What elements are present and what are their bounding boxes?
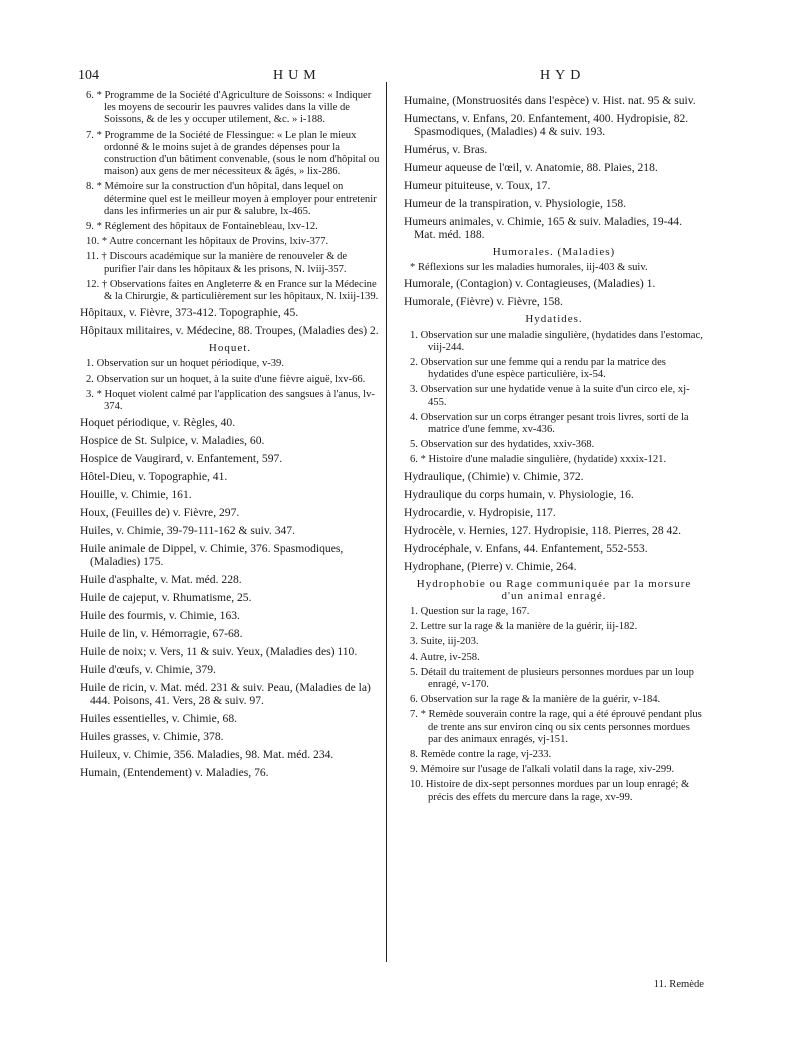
index-entry: Hôpitaux militaires, v. Médecine, 88. Troupes, (Maladies des) 2. bbox=[80, 324, 379, 338]
index-entry: 12. † Observations faites en Angleterre & en France sur la Médecine & la Chirurgie, & particulièrement sur les hôpitaux, N. lxiij-139. bbox=[86, 278, 379, 303]
index-entry: Humérus, v. Bras. bbox=[404, 143, 488, 156]
index-entry: Hospice de St. Sulpice, v. Maladies, 60. bbox=[80, 434, 265, 448]
left-running-head: HUM bbox=[273, 68, 321, 83]
index-entry: Huile d'asphalte, v. Mat. méd. 228. bbox=[80, 573, 242, 587]
index-entry: Hydrophobie ou Rage communiquée par la morsure d'un animal enragé. bbox=[416, 577, 692, 602]
index-entry: 3. Observation sur une hydatide venue à la suite d'un circo ele, xj-455. bbox=[410, 384, 690, 408]
index-entry: Hôtel-Dieu, v. Topographie, 41. bbox=[80, 470, 228, 484]
index-entry: Huile animale de Dippel, v. Chimie, 376. Spasmodiques, (Maladies) 175. bbox=[80, 542, 344, 569]
index-entry: Huiles essentielles, v. Chimie, 68. bbox=[80, 712, 238, 726]
index-entry: 7. * Programme de la Société de Flessingue: « Le plan le mieux ordonné & le moins sujet à de grandes dépenses pour la construction d'un bâtiment convenable, (sous le nom d'hôpital ou maison) aux gens de mer nécessiteux & âgés, » lix-286. bbox=[86, 129, 380, 178]
index-entry: 10. Histoire de dix-sept personnes mordues par un loup enragé; & précis des effets du mercure dans la rage, xv-99. bbox=[410, 779, 690, 803]
index-entry: 6. * Histoire d'une maladie singulière, (hydatide) xxxix-121. bbox=[410, 454, 667, 466]
index-entry: 8. * Mémoire sur la construction d'un hôpital, dans lequel on détermine quel est le meilleur moyen à employer pour entretenir dans les infirmeries un air pur & salubre, lx-465. bbox=[86, 181, 377, 217]
column-divider bbox=[386, 82, 387, 962]
index-entry: Houx, (Feuilles de) v. Fièvre, 297. bbox=[80, 506, 240, 520]
page-number: 104 bbox=[78, 68, 99, 83]
index-entry: Huile de ricin, v. Mat. méd. 231 & suiv. Peau, (Maladies de la) 444. Poisons, 41. Vers, 28 & suiv. 97. bbox=[80, 681, 371, 708]
index-entry: 4. Observation sur un corps étranger pesant trois livres, sorti de la matrice d'une femme, xv-436. bbox=[410, 411, 689, 436]
index-entry: Hydrocardie, v. Hydropisie, 117. bbox=[404, 505, 556, 519]
index-entry: Hydraulique, (Chimie) v. Chimie, 372. bbox=[404, 469, 584, 483]
index-entry: 3. Suite, iij-203. bbox=[410, 636, 479, 648]
index-entry: 6. Observation sur la rage & la manière de la guérir, v-184. bbox=[410, 694, 661, 706]
index-entry: Humorale, (Contagion) v. Contagieuses, (Maladies) 1. bbox=[404, 277, 656, 291]
right-running-head: HYD bbox=[540, 68, 586, 83]
index-entry: 5. Observation sur des hydatides, xxiv-368. bbox=[410, 439, 595, 451]
index-entry: 5. Détail du traitement de plusieurs personnes mordues par un loup enragé, v-170. bbox=[410, 666, 694, 691]
index-entry: 2. Observation sur une femme qui a rendu par la matrice des hydatides d'une espèce particulière, ix-54. bbox=[410, 357, 666, 381]
right-column bbox=[404, 94, 704, 807]
index-entry: 1. Observation sur une maladie singulière, (hydatides dans l'estomac, viij-244. bbox=[410, 329, 703, 353]
index-entry: Huile de noix; v. Vers, 11 & suiv. Yeux, (Maladies des) 110. bbox=[80, 645, 358, 659]
index-entry: Houille, v. Chimie, 161. bbox=[80, 488, 192, 502]
index-entry: Huile des fourmis, v. Chimie, 163. bbox=[80, 609, 240, 623]
index-entry: 8. Remède contre la rage, vj-233. bbox=[410, 749, 552, 761]
index-entry: * Réflexions sur les maladies humorales, iij-403 & suiv. bbox=[410, 262, 648, 274]
index-entry: Humorales. (Maladies) bbox=[492, 246, 616, 258]
index-entry: Humeur de la transpiration, v. Physiologie, 158. bbox=[404, 197, 627, 210]
index-entry: Humeur pituiteuse, v. Toux, 17. bbox=[404, 179, 551, 192]
index-entry: Huileux, v. Chimie, 356. Maladies, 98. Mat. méd. 234. bbox=[80, 748, 334, 762]
index-entry: Humectans, v. Enfans, 20. Enfantement, 400. Hydropisie, 82. Spasmodiques, (Maladies) 4 & suiv. 193. bbox=[404, 112, 689, 138]
index-entry: 1. Observation sur un hoquet périodique, v-39. bbox=[86, 358, 285, 370]
index-entry: Humeurs animales, v. Chimie, 165 & suiv. Maladies, 19-44. Mat. méd. 188. bbox=[404, 215, 682, 241]
index-entry: Huile de cajeput, v. Rhumatisme, 25. bbox=[80, 591, 252, 605]
index-entry: 1. Question sur la rage, 167. bbox=[410, 606, 530, 618]
index-entry: Humorale, (Fièvre) v. Fièvre, 158. bbox=[404, 295, 563, 309]
index-entry: Hydraulique du corps humain, v. Physiologie, 16. bbox=[404, 487, 634, 501]
index-entry: Hydrophane, (Pierre) v. Chimie, 264. bbox=[404, 559, 577, 573]
page-header bbox=[78, 68, 700, 90]
index-entry: Hôpitaux, v. Fièvre, 373-412. Topographie, 45. bbox=[80, 306, 299, 320]
index-entry: Hydatides. bbox=[525, 313, 583, 326]
left-column bbox=[80, 90, 380, 784]
index-entry: Humeur aqueuse de l'œil, v. Anatomie, 88. Plaies, 218. bbox=[404, 161, 658, 174]
index-entry: Hydrocèle, v. Hernies, 127. Hydropisie, 118. Pierres, 28 42. bbox=[404, 523, 682, 537]
index-entry: Huile de lin, v. Hémorragie, 67-68. bbox=[80, 627, 243, 641]
index-entry: Hoquet périodique, v. Règles, 40. bbox=[80, 416, 236, 430]
index-entry: Huile d'œufs, v. Chimie, 379. bbox=[80, 663, 216, 677]
index-entry: 10. * Autre concernant les hôpitaux de Provins, lxiv-377. bbox=[86, 236, 329, 248]
index-entry: 7. * Remède souverain contre la rage, qui a été éprouvé pendant plus de trente ans sur environ cinq ou six cents personnes mordues par des animaux enragés, vj-151. bbox=[410, 709, 702, 745]
index-entry: Huiles, v. Chimie, 39-79-111-162 & suiv. 347. bbox=[80, 524, 296, 538]
index-entry: 4. Autre, iv-258. bbox=[410, 651, 480, 663]
index-entry: 11. † Discours académique sur la manière de renouveler & de purifier l'air dans les hôpitaux & les prisons, N. lviij-357. bbox=[86, 251, 348, 275]
index-entry: Hospice de Vaugirard, v. Enfantement, 597. bbox=[80, 452, 283, 466]
index-entry: 3. * Hoquet violent calmé par l'application des sangsues à l'anus, lv-374. bbox=[86, 388, 375, 413]
index-entry: Humaine, (Monstruosités dans l'espèce) v. Hist. nat. 95 & suiv. bbox=[404, 94, 696, 107]
index-entry: Humain, (Entendement) v. Maladies, 76. bbox=[80, 766, 269, 780]
index-entry: Hoquet. bbox=[208, 342, 252, 355]
index-entry: 9. * Réglement des hôpitaux de Fontainebleau, lxv-12. bbox=[86, 221, 318, 233]
index-entry: 6. * Programme de la Société d'Agriculture de Soissons: « Indiquer les moyens de secourir les pauvres valides dans la ville de Soissons, & de les y occuper utilement, &c. » i-188. bbox=[86, 90, 372, 126]
index-entry: 2. Lettre sur la rage & la manière de la guérir, iij-182. bbox=[410, 621, 638, 633]
catchword: 11. Remède bbox=[653, 979, 704, 990]
index-entry: 9. Mémoire sur l'usage de l'alkali volatil dans la rage, xiv-299. bbox=[410, 764, 675, 776]
index-entry: Huiles grasses, v. Chimie, 378. bbox=[80, 730, 224, 744]
index-entry: 2. Observation sur un hoquet, à la suite d'une fièvre aiguë, lxv-66. bbox=[86, 373, 366, 385]
index-entry: Hydrocéphale, v. Enfans, 44. Enfantement, 552-553. bbox=[404, 541, 648, 555]
